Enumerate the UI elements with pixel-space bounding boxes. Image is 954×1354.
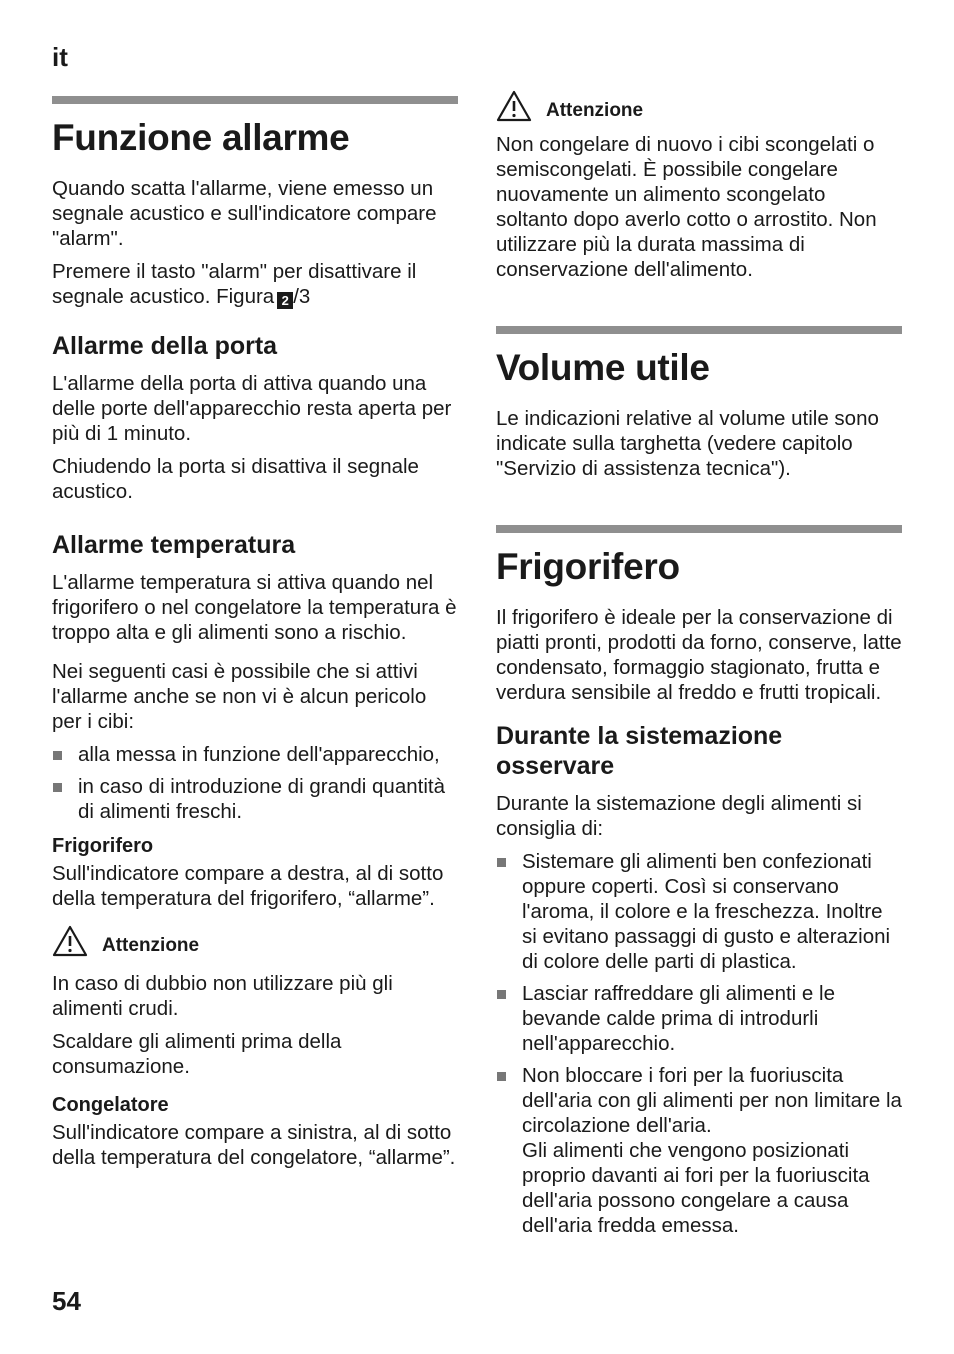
section-rule <box>52 96 458 104</box>
section-rule <box>496 525 902 533</box>
warning-icon <box>52 925 88 957</box>
left-column <box>52 96 458 1178</box>
list-item: Lasciar raffreddare gli alimenti e le bevande calde prima di introdurli nell'apparecchio. <box>496 981 902 1056</box>
paragraph: Non congelare di nuovo i cibi scongelati o semiscongelati. È possibile congelare nuovamente un alimento scongelato soltanto dopo averlo cotto o arrostito. Non utilizzare più la durata massima di conservazione dell'alimento. <box>496 133 877 281</box>
paragraph: Le indicazioni relative al volume utile sono indicate sulla targhetta (vedere capitolo "Servizio di assistenza tecnica"). <box>496 407 879 480</box>
warning-icon <box>496 90 532 122</box>
section-rule <box>496 326 902 334</box>
warning-label: Attenzione <box>546 100 644 121</box>
bullet-icon <box>497 990 506 999</box>
paragraph: Il frigorifero è ideale per la conservazione di piatti pronti, prodotti da forno, conserve, latte condensato, formaggio stagionato, frutta e verdura sensibile al freddo e frutti tropicali. <box>496 606 902 704</box>
language-label: it <box>52 42 68 72</box>
section-title-alarm: Funzione allarme <box>52 117 350 158</box>
figure-ref-badge: 2 <box>277 292 293 309</box>
bullet-list <box>52 742 458 824</box>
bullet-icon <box>53 783 62 792</box>
heading-placement: Durante la sistemazione osservare <box>496 722 783 780</box>
list-item: Sistemare gli alimenti ben confezionati oppure coperti. Così si conservano l'aroma, il colore e la freschezza. Inoltre si evitano passaggi di gusto e alterazioni di colore delle parti di plastica. <box>496 849 902 974</box>
section-title-volume: Volume utile <box>496 347 710 388</box>
paragraph: L'allarme temperatura si attiva quando nel frigorifero o nel congelatore la temperatura è troppo alta e gli alimenti sono a rischio. <box>52 571 457 644</box>
paragraph: Scaldare gli alimenti prima della consumazione. <box>52 1030 342 1078</box>
warning-block <box>52 925 458 957</box>
paragraph: Quando scatta l'allarme, viene emesso un segnale acustico e sull'indicatore compare "alarm". <box>52 177 437 250</box>
bullet-icon <box>497 858 506 867</box>
list-item: in caso di introduzione di grandi quantità di alimenti freschi. <box>52 774 458 824</box>
subheading-freezer: Congelatore <box>52 1094 169 1116</box>
list-item: Non bloccare i fori per la fuoriuscita dell'aria con gli alimenti per non limitare la circolazione dell'aria. Gli alimenti che vengono posizionati proprio davanti ai fori per la fuoriuscita dell'aria possono congelare a causa dell'aria fredda emessa. <box>496 1063 902 1238</box>
heading-temperature-alarm: Allarme temperatura <box>52 531 296 559</box>
paragraph: Premere il tasto "alarm" per disattivare il segnale acustico. Figura 2 /3 <box>52 260 417 308</box>
paragraph: Sull'indicatore compare a sinistra, al di sotto della temperatura del congelatore, “allarme”. <box>52 1121 456 1169</box>
section-title-fridge: Frigorifero <box>496 546 680 587</box>
bullet-icon <box>497 1072 506 1081</box>
bullet-list <box>496 849 902 1238</box>
paragraph: Durante la sistemazione degli alimenti si consiglia di: <box>496 792 862 840</box>
list-item: alla messa in funzione dell'apparecchio, <box>52 742 458 767</box>
paragraph: L'allarme della porta di attiva quando una delle porte dell'apparecchio resta aperta per più di 1 minuto. <box>52 372 452 445</box>
page-number: 54 <box>52 1286 81 1316</box>
heading-door-alarm: Allarme della porta <box>52 332 278 360</box>
paragraph: Nei seguenti casi è possibile che si attivi l'allarme anche se non vi è alcun pericolo per i cibi: <box>52 660 427 733</box>
paragraph: Chiudendo la porta si disattiva il segnale acustico. <box>52 455 419 503</box>
bullet-icon <box>53 751 62 760</box>
subheading-fridge: Frigorifero <box>52 835 154 857</box>
warning-block <box>496 90 902 122</box>
paragraph: Sull'indicatore compare a destra, al di sotto della temperatura del frigorifero, “allarme”. <box>52 862 444 910</box>
paragraph: In caso di dubbio non utilizzare più gli alimenti crudi. <box>52 972 393 1020</box>
warning-label: Attenzione <box>102 935 200 956</box>
right-column <box>496 90 902 1248</box>
